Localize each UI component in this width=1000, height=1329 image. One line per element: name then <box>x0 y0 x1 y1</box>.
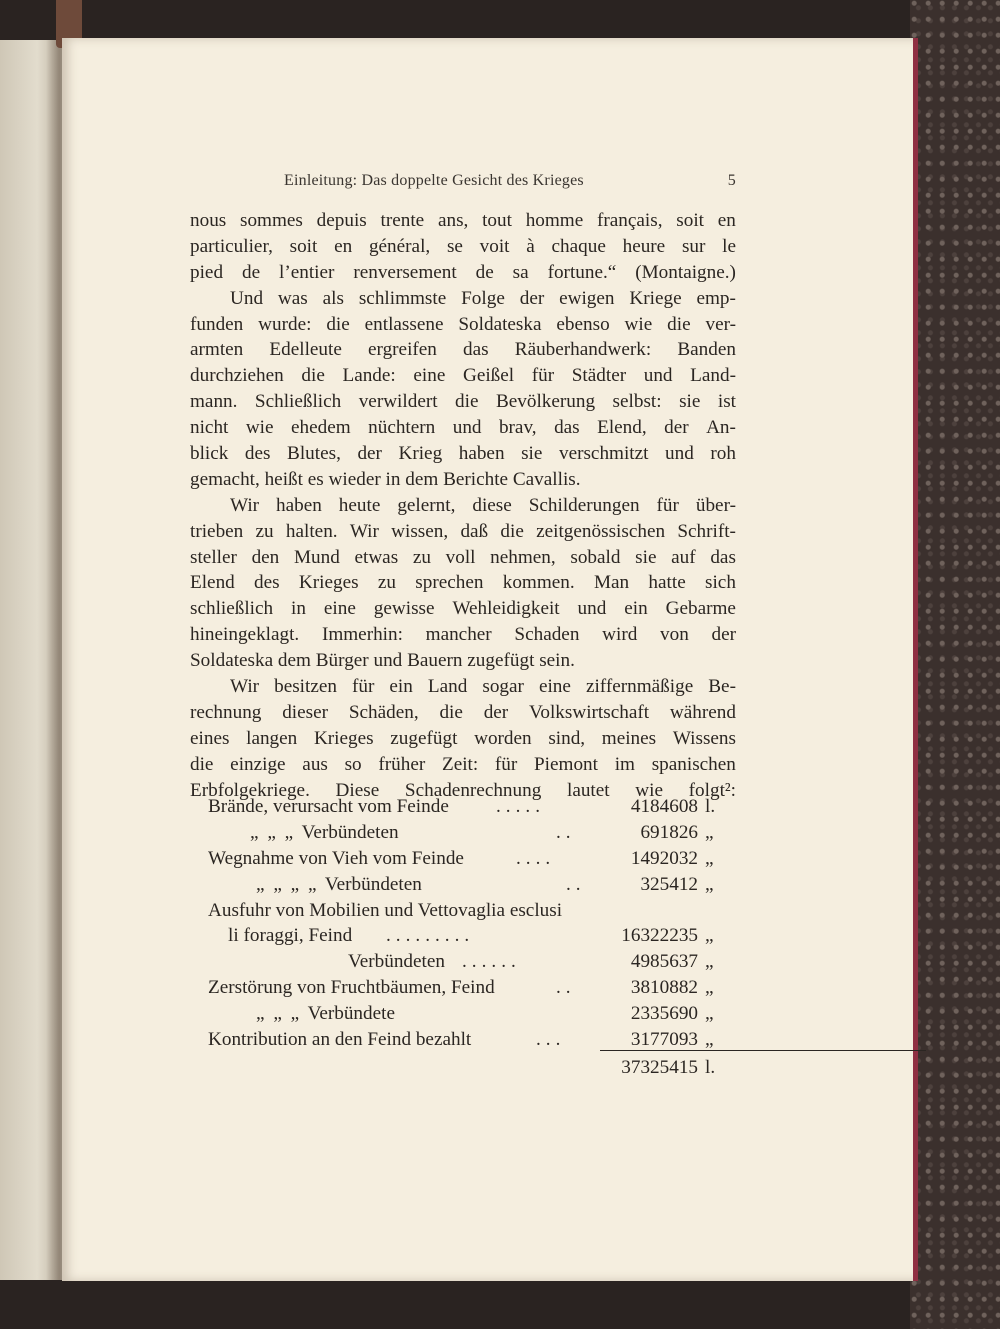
ledger-label: Verbündeten <box>348 951 445 973</box>
page-number: 5 <box>727 172 736 189</box>
ledger-unit: „ <box>705 821 714 843</box>
ledger-label: „ „ „ Verbündeten <box>250 821 399 843</box>
ledger-label: Wegnahme von Vieh vom Feinde <box>208 847 464 869</box>
ledger-row <box>190 898 736 924</box>
ledger-leader-dots: .... <box>516 847 556 869</box>
text-line: nicht wie ehedem nüchtern und brav, das Elend, der An- <box>190 417 736 439</box>
ledger-unit: „ <box>705 1029 714 1051</box>
ledger-leader-dots: .. <box>556 977 576 999</box>
ledger-unit: „ <box>705 925 714 947</box>
ledger-amount: 3177093 <box>630 1029 698 1051</box>
text-line: blick des Blutes, der Krieg haben sie verschmitzt und roh <box>190 443 736 465</box>
ledger-leader-dots: .. <box>566 873 586 895</box>
text-line: trieben zu halten. Wir wissen, daß die zeitgenössischen Schrift- <box>190 520 736 542</box>
text-line: Und was als schlimmste Folge der ewigen Kriege emp- <box>230 287 736 309</box>
text-line: Soldateska dem Bürger und Bauern zugefügt sein. <box>190 650 575 672</box>
ledger-row <box>190 794 736 820</box>
text-line: gemacht, heißt es wieder in dem Berichte Cavallis. <box>190 468 581 490</box>
text-line: Wir besitzen für ein Land sogar eine ziffernmäßige Be- <box>230 676 736 698</box>
ledger-unit: „ <box>705 873 714 895</box>
ledger-unit: „ <box>705 847 714 869</box>
body-text <box>190 208 736 803</box>
ledger-leader-dots: ..... <box>496 796 545 817</box>
ledger-row <box>190 846 736 872</box>
ledger-label: Zerstörung von Fruchtbäumen, Feind <box>208 977 495 999</box>
text-line: eines langen Krieges zugefügt worden sind, meines Wissens <box>190 727 736 749</box>
ledger-label: li foraggi, Feind <box>228 925 353 947</box>
ledger-unit: „ <box>705 977 714 999</box>
ledger-label: Brände, verursacht vom Feinde <box>208 796 449 817</box>
ledger-label: Ausfuhr von Mobilien und Vettovaglia esclusi <box>208 899 563 921</box>
ledger-amount: 325412 <box>640 873 698 895</box>
text-line: steller den Mund etwas zu voll nehmen, sobald sie auf das <box>190 546 736 568</box>
text-line: die einzige aus so früher Zeit: für Piemont im spanischen <box>190 753 736 775</box>
ledger-row <box>190 1001 736 1027</box>
text-line: particulier, soit en général, se voit à chaque heure sur le <box>190 235 736 257</box>
text-line: pied de l’entier renversement de sa fortune.“ (Montaigne.) <box>190 261 736 283</box>
text-line: Erbfolgekriege. Diese Schadenrechnung lautet wie folgt²: <box>190 779 736 801</box>
running-title: Einleitung: Das doppelte Gesicht des Krieges <box>284 172 584 189</box>
ledger-row <box>190 820 736 846</box>
page-edge-stripe <box>913 38 918 1281</box>
text-line: Wir haben heute gelernt, diese Schilderungen für über- <box>230 494 736 516</box>
ledger-unit: l. <box>705 796 716 817</box>
text-line: armten Edelleute ergreifen das Räuberhandwerk: Banden <box>190 339 736 361</box>
ledger-leader-dots: ... <box>536 1029 566 1051</box>
book-cover <box>910 0 1000 1329</box>
text-line: schließlich in eine gewisse Wehleidigkeit und ein Gebarme <box>190 598 736 620</box>
ledger-unit: „ <box>705 951 714 973</box>
ledger-leader-dots: ......... <box>386 925 475 947</box>
ledger-amount: 16322235 <box>621 925 698 947</box>
ledger-total-row <box>190 1055 736 1081</box>
text-line: hineingeklagt. Immerhin: mancher Schaden wird von der <box>190 624 736 646</box>
ledger-unit: „ <box>705 1003 714 1025</box>
ledger-amount: 691826 <box>640 821 698 843</box>
ledger-label: „ „ „ „ Verbündeten <box>256 873 422 895</box>
ledger-leader-dots: ...... <box>462 951 521 973</box>
ledger-row <box>190 949 736 975</box>
text-line: durchziehen die Lande: eine Geißel für Städter und Land- <box>190 365 736 387</box>
total-amount: 37325415 <box>621 1056 698 1078</box>
ledger-amount: 1492032 <box>630 847 698 869</box>
damage-ledger <box>190 794 736 1081</box>
text-line: mann. Schließlich verwildert die Bevölkerung selbst: sie ist <box>190 391 736 413</box>
text-line: nous sommes depuis trente ans, tout homme français, soit en <box>190 210 736 231</box>
ledger-row <box>190 872 736 898</box>
text-line: funden wurde: die entlassene Soldateska ebenso wie die ver- <box>190 313 736 335</box>
running-header <box>284 172 736 194</box>
ledger-amount: 3810882 <box>630 977 698 999</box>
ledger-label: Kontribution an den Feind bezahlt <box>208 1029 472 1051</box>
ledger-leader-dots: .. <box>556 821 576 843</box>
ledger-amount: 4985637 <box>630 951 698 973</box>
ledger-amount: 2335690 <box>630 1003 698 1025</box>
total-unit: l. <box>705 1056 716 1078</box>
ledger-amount: 4184608 <box>630 796 698 817</box>
ledger-row <box>190 975 736 1001</box>
text-line: Elend des Krieges zu sprechen kommen. Man hatte sich <box>190 572 736 594</box>
text-line: rechnung dieser Schäden, die der Volkswirtschaft während <box>190 701 736 723</box>
ledger-label: „ „ „ Verbündete <box>256 1003 395 1025</box>
sum-rule <box>600 1050 926 1051</box>
ledger-row <box>190 923 736 949</box>
